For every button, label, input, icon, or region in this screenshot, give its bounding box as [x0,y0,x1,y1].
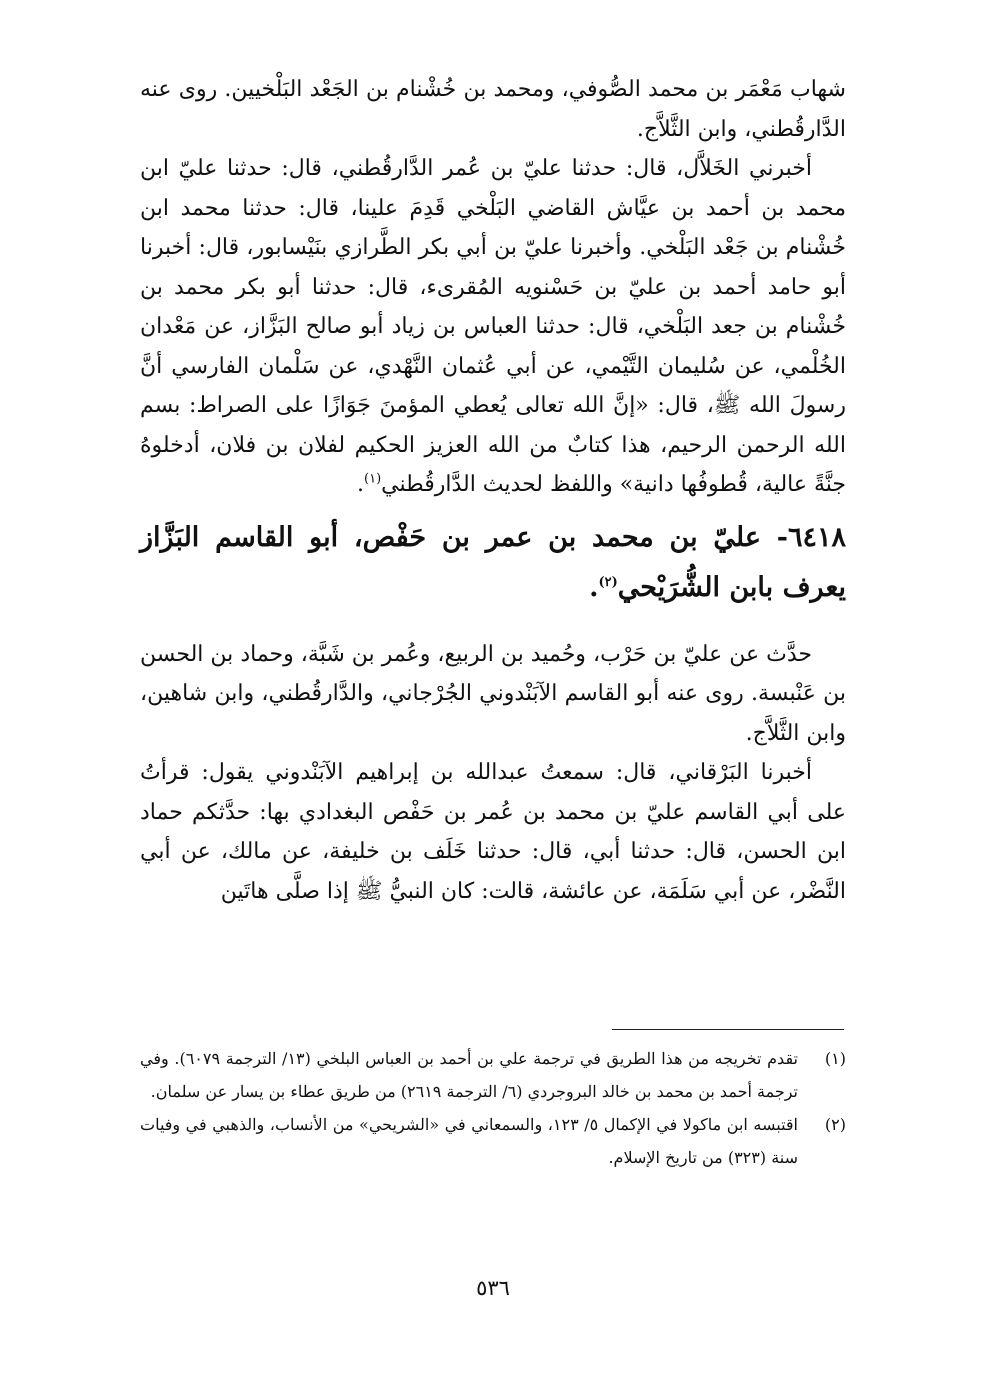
paragraph-1: شهاب مَعْمَر بن محمد الصُّوفي، ومحمد بن خُشْنام بن الجَعْد البَلْخيين. روى عنه الدَّارقُطني، وابن الثَّلاَّج. [140,77,846,142]
footnote-divider [612,1029,844,1030]
paragraph-2-end: . [357,472,365,497]
paragraph-2 [140,149,846,505]
footnote-ref-2[interactable]: (٢) [598,574,618,590]
footnote-1 [140,1042,846,1108]
page-number: ٥٣٦ [476,1276,510,1300]
entry-heading-text: ٦٤١٨- عليّ بن محمد بن عمر بن حَفْص، أبو القاسم البَزَّاز يعرف بابن الشُّرَيْحي [140,521,847,603]
footnote-2-number: (٢) [824,1115,846,1134]
entry-heading-end: . [589,571,599,603]
paragraph-3: حدَّث عن عليّ بن حَرْب، وحُميد بن الربيع، وعُمر بن شَبَّة، وحماد بن الحسن بن عَنْبسة. روى عنه أبو القاسم الآبَنْدوني الجُرْجاني، والدَّارقُطني، وابن شاهين، وابن الثَّلاَّج. [140,641,846,746]
footnote-ref-1[interactable]: (١) [364,471,382,487]
paragraph-4: أخبرنا البَرْقاني، قال: سمعتُ عبدالله بن إبراهيم الآبَنْدوني يقول: قرأتُ على أبي القاسم عليّ بن محمد بن عُمر بن حَفْص البغدادي بها: حدَّثكم حماد ابن الحسن، قال: حدثنا أبي، قال: حدثنا خَلَف بن خليفة، عن مالك، عن أبي النَّضْر، عن أبي سَلَمَة، عن عائشة، قالت: كان النبيُّ ﷺ إذا صلَّى هاتَين [140,760,846,904]
footnotes [140,1042,846,1174]
footnote-2 [140,1108,846,1174]
footnote-1-text: تقدم تخريجه من هذا الطريق في ترجمة علي بن أحمد بن العباس البلخي (١٣/ الترجمة ٦٠٧٩). وفي ترجمة أحمد بن محمد بن خالد البروجردي (٦/ الترجمة ٢٦١٩) من طريق عطاء بن يسار عن سلمان. [140,1049,799,1101]
main-text [140,70,846,911]
entry-heading [140,513,846,613]
footnote-1-number: (١) [824,1049,846,1068]
footnote-2-text: اقتبسه ابن ماكولا في الإكمال ٥/ ١٢٣، والسمعاني في «الشريحي» من الأنساب، والذهبي في وفيات سنة (٣٢٣) من تاريخ الإسلام. [140,1115,798,1167]
paragraph-2-text: أخبرني الخَلاَّل، قال: حدثنا عليّ بن عُمر الدَّارقُطني، قال: حدثنا عليّ ابن محمد بن أحمد بن عيَّاش القاضي البَلْخي قَدِمَ علينا، قال: حدثنا محمد ابن خُشْنام بن جَعْد البَلْخي. وأخبرنا عليّ بن أبي بكر الطَّرازي بنَيْسابور، قال: أخبرنا أبو حامد أحمد بن عليّ بن حَسْنويه المُقرىء، قال: حدثنا أبو بكر محمد بن خُشْنام بن جعد البَلْخي، قال: حدثنا العباس بن زياد أبو صالح البَزَّاز، عن مَعْدان الخُلْمي، عن سُليمان التَّيْمي، عن أبي عُثمان النَّهْدي، عن سَلْمان الفارسي أنَّ رسولَ الله ﷺ، قال: «إنَّ الله تعالى يُعطي المؤمنَ جَوَازًا على الصراط: بسم الله الرحمن الرحيم، هذا كتابٌ من الله العزيز الحكيم لفلان بن فلان، أدخلوهُ جنَّةً عالية، قُطوفُها دانية» واللفظ لحديث الدَّارقُطني [140,156,847,497]
